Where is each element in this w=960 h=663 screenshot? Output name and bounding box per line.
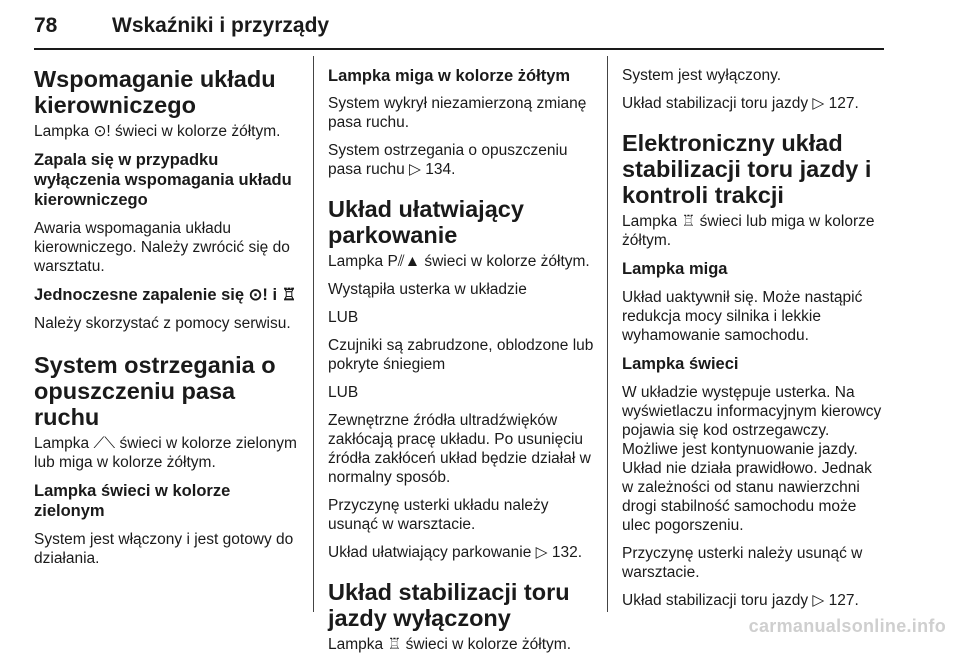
paragraph: Układ uaktywnił się. Może nastąpić redukcja mocy silnika i lekkie wyhamowanie samochodu. <box>622 289 863 344</box>
paragraph: LUB <box>328 384 359 401</box>
column-divider-1 <box>313 56 314 612</box>
paragraph: Lampka ♖ świeci lub miga w kolorze żółtym. <box>622 213 875 249</box>
paragraph: Zewnętrzne źródła ultradźwięków zakłócają pracę układu. Po usunięciu źródła zakłóceń układ będzie działał w normalny sposób. <box>328 412 591 486</box>
paragraph: Lampka P⫽▲ świeci w kolorze żółtym. <box>328 253 590 270</box>
paragraph: Wystąpiła usterka w układzie <box>328 281 527 298</box>
page-number: 78 <box>34 14 58 37</box>
paragraph: Przyczynę usterki należy usunąć w warsztacie. <box>622 545 863 581</box>
subheading: Lampka miga <box>622 260 728 278</box>
section-heading-lane-departure: System ostrzegania o opuszczeniu pasa ruchu <box>34 352 276 430</box>
paragraph: Lampka ⊙! świeci w kolorze żółtym. <box>34 123 281 140</box>
column-1 <box>34 66 300 577</box>
paragraph: System wykrył niezamierzoną zmianę pasa ruchu. <box>328 95 587 131</box>
page-header <box>34 14 884 52</box>
paragraph: System jest wyłączony. <box>622 67 782 84</box>
column-divider-2 <box>607 56 608 612</box>
section-heading-parking-assist: Układ ułatwiający parkowanie <box>328 196 524 248</box>
paragraph: Lampka ⟋⟍ świeci w kolorze zielonym lub miga w kolorze żółtym. <box>34 435 297 471</box>
paragraph: Awaria wspomagania układu kierowniczego. Należy zwrócić się do warsztatu. <box>34 220 290 275</box>
paragraph: Czujniki są zabrudzone, oblodzone lub pokryte śniegiem <box>328 337 594 373</box>
paragraph: Układ ułatwiający parkowanie ▷ 132. <box>328 544 583 561</box>
paragraph: Układ stabilizacji toru jazdy ▷ 127. <box>622 95 859 112</box>
subheading: Zapala się w przypadku wyłączenia wspomagania układu kierowniczego <box>34 151 292 209</box>
section-heading-esc: Elektroniczny układ stabilizacji toru jazdy i kontroli trakcji <box>622 130 872 208</box>
subheading: Lampka świeci w kolorze zielonym <box>34 482 231 520</box>
header-rule <box>34 48 884 50</box>
section-heading-power-steering: Wspomaganie układu kierowniczego <box>34 66 276 118</box>
chapter-title: Wskaźniki i przyrządy <box>112 14 330 37</box>
column-2 <box>328 66 596 663</box>
subheading: Jednoczesne zapalenie się ⊙! i ♖ <box>34 286 297 304</box>
subheading: Lampka miga w kolorze żółtym <box>328 67 571 85</box>
watermark: carmanualsonline.info <box>748 616 946 636</box>
paragraph: Przyczynę usterki układu należy usunąć w warsztacie. <box>328 497 549 533</box>
paragraph: W układzie występuje usterka. Na wyświetlaczu informacyjnym kierowcy pojawia się kod ostrzegawczy. Możliwe jest kontynuowanie jazdy. Układ nie działa prawidłowo. Jednak w zależności od stanu nawierzchni drogi stabilność samochodu może ulec pogorszeniu. <box>622 384 882 534</box>
paragraph: System ostrzegania o opuszczeniu pasa ruchu ▷ 134. <box>328 142 568 178</box>
paragraph: Należy skorzystać z pomocy serwisu. <box>34 315 291 332</box>
subheading: Lampka świeci <box>622 355 739 373</box>
column-3 <box>622 66 886 619</box>
section-heading-stability-off: Układ stabilizacji toru jazdy wyłączony <box>328 579 570 631</box>
paragraph: System jest włączony i jest gotowy do działania. <box>34 531 294 567</box>
paragraph: Lampka ♖ świeci w kolorze żółtym. <box>328 636 572 653</box>
paragraph: Układ stabilizacji toru jazdy ▷ 127. <box>622 592 859 609</box>
paragraph: LUB <box>328 309 359 326</box>
